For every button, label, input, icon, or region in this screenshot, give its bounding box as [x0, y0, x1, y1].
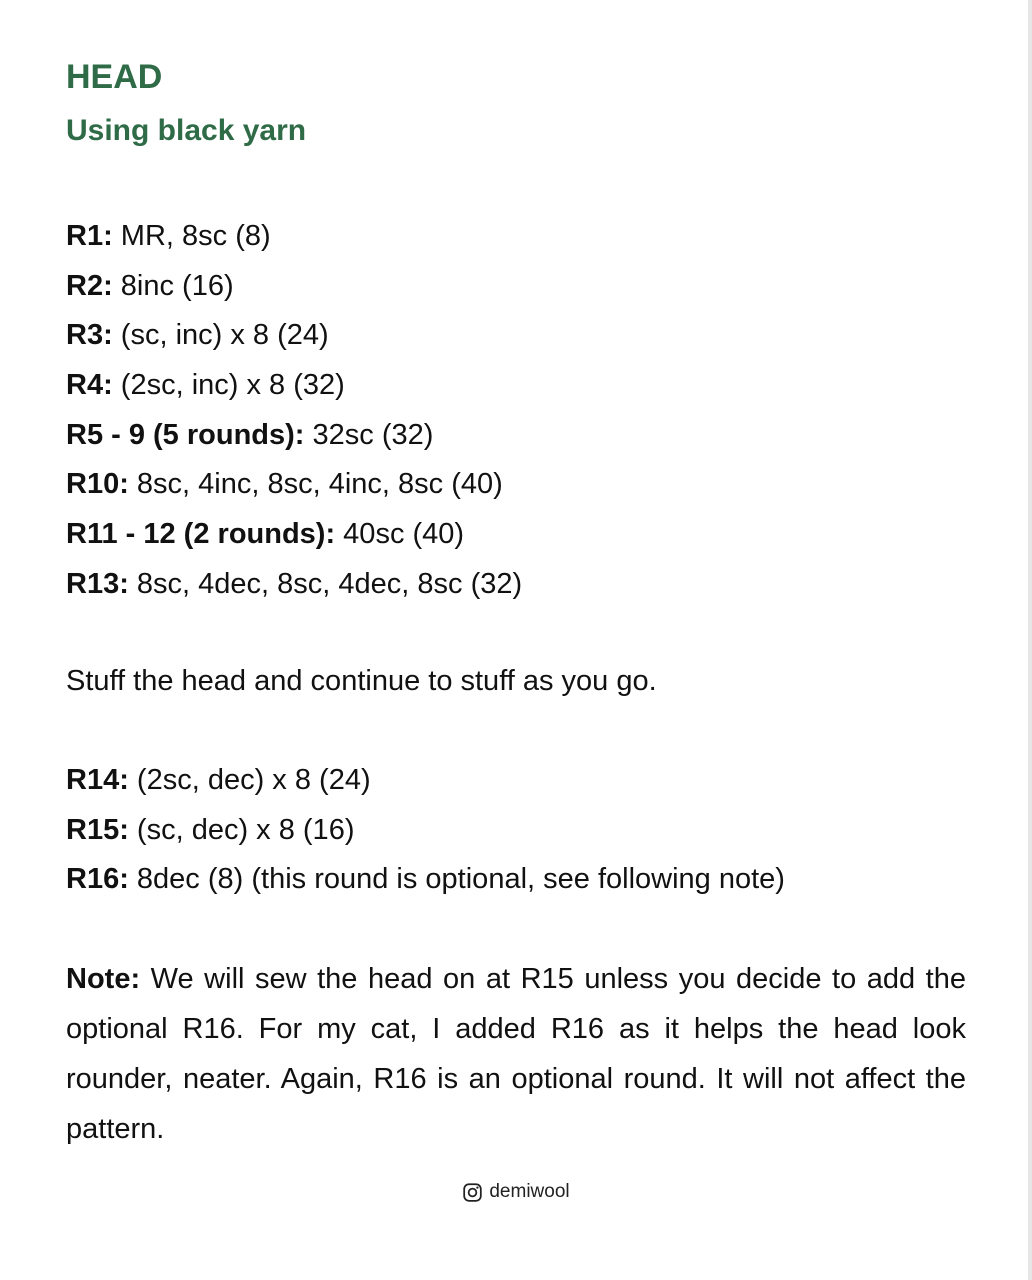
round-instruction: 8inc (16): [112, 269, 234, 302]
round-label: R4:: [66, 369, 113, 402]
note-label: Note:: [66, 963, 141, 995]
round-instruction: MR, 8sc (8): [112, 220, 271, 252]
round-instruction: (sc, inc) x 8 (24): [112, 319, 329, 352]
round-item: [66, 311, 966, 361]
section-title: HEAD: [66, 58, 163, 96]
round-instruction: 32sc (32): [304, 418, 434, 451]
round-label: R2:: [66, 269, 113, 302]
round-item: [66, 756, 966, 806]
page-edge: [1028, 0, 1032, 1280]
round-item: [66, 361, 966, 411]
round-label: R13:: [66, 567, 129, 600]
rounds-list-2: [66, 756, 966, 905]
round-item: [66, 212, 966, 262]
round-instruction: (2sc, dec) x 8 (24): [128, 764, 371, 796]
section-subtitle: Using black yarn: [66, 114, 307, 147]
round-label: R3:: [66, 319, 113, 352]
round-instruction: 8sc, 4inc, 8sc, 4inc, 8sc (40): [128, 468, 503, 501]
round-label: R1:: [66, 220, 113, 252]
rounds-list-1: [66, 212, 966, 610]
round-label: R5 - 9 (5 rounds):: [66, 418, 305, 451]
round-label: R15:: [66, 813, 129, 846]
round-instruction: (2sc, inc) x 8 (32): [112, 369, 345, 402]
round-label: R10:: [66, 468, 129, 501]
round-item: [66, 510, 966, 560]
instagram-handle[interactable]: demiwool: [489, 1181, 570, 1202]
round-item: [66, 560, 966, 610]
round-instruction: 8dec (8) (this round is optional, see following note): [128, 863, 785, 896]
round-instruction: 8sc, 4dec, 8sc, 4dec, 8sc (32): [128, 567, 523, 600]
round-label: R11 - 12 (2 rounds):: [66, 518, 336, 551]
note-text: We will sew the head on at R15 unless you decide to add the optional R16. For my cat, I added R16 as it helps the head look rounder, neater. Again, R16 is an optional round. It will not affect the pattern.: [66, 963, 966, 1145]
round-item: [66, 262, 966, 312]
footer-credit: [0, 1181, 1032, 1203]
round-item: [66, 411, 966, 461]
round-item: [66, 855, 966, 905]
note-paragraph: [66, 954, 966, 1154]
instagram-icon: [462, 1182, 483, 1203]
round-label: R14:: [66, 764, 129, 796]
round-item: [66, 460, 966, 510]
stuffing-instruction: Stuff the head and continue to stuff as you go.: [66, 665, 657, 697]
round-instruction: (sc, dec) x 8 (16): [128, 813, 355, 846]
round-label: R16:: [66, 863, 129, 896]
round-instruction: 40sc (40): [335, 518, 465, 551]
round-item: [66, 806, 966, 856]
